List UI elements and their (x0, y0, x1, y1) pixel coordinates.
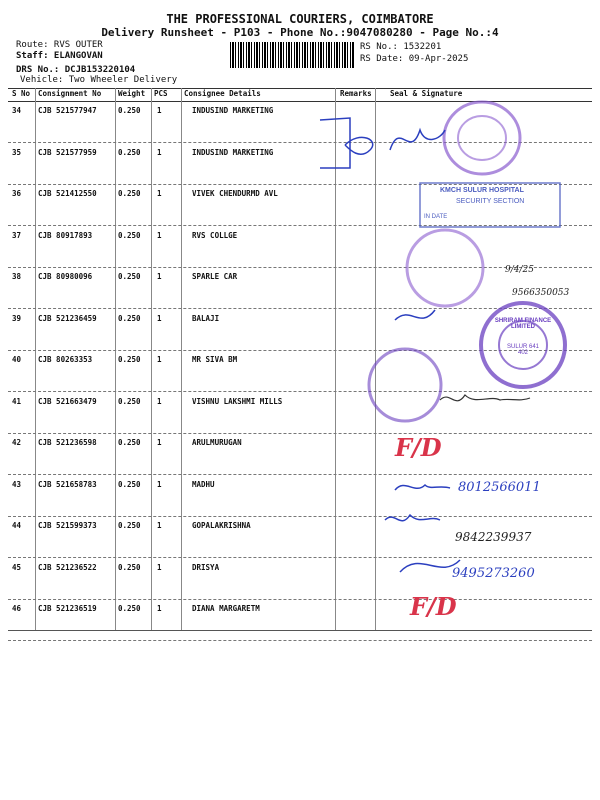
cell-pcs: 1 (157, 272, 162, 281)
table-bottom-rule (8, 630, 592, 631)
cell-weight: 0.250 (118, 562, 141, 572)
signature-35b (390, 130, 445, 150)
cell-consignee: INDUSIND MARKETING (192, 106, 274, 115)
cell-sno: 36 (12, 189, 22, 198)
cell-sno: 46 (12, 604, 22, 613)
cell-consignment: CJB 80263353 (38, 355, 93, 364)
date-38: 9/4/25 (505, 265, 534, 275)
cell-pcs: 1 (157, 562, 162, 572)
cell-pcs: 1 (157, 313, 162, 323)
cell-weight: 0.250 (118, 479, 141, 489)
cell-sno: 39 (12, 313, 22, 323)
cell-weight: 0.250 (118, 189, 141, 198)
cell-weight: 0.250 (118, 604, 141, 613)
cell-sno: 45 (12, 562, 22, 572)
phone-44: 9842239937 (455, 530, 532, 544)
cell-consignment: CJB 80917893 (38, 230, 93, 240)
cell-consignment: CJB 521599373 (38, 521, 97, 530)
cell-sno: 37 (12, 230, 22, 240)
kmch-stamp-line2: SECURITY SECTION (456, 198, 525, 205)
cell-consignment: CJB 80980096 (38, 272, 93, 281)
cell-pcs: 1 (157, 438, 162, 447)
cell-pcs: 1 (157, 479, 162, 489)
cell-weight: 0.250 (118, 396, 141, 406)
cell-weight: 0.250 (118, 313, 141, 323)
cell-sno: 40 (12, 355, 22, 364)
cell-consignment: CJB 521663479 (38, 396, 97, 406)
rs-number: RS No.: 1532201 (360, 42, 442, 52)
kmch-stamp-line1: KMCH SULUR HOSPITAL (440, 187, 524, 194)
col-consignee: Consignee Details (184, 89, 261, 98)
cell-pcs: 1 (157, 521, 162, 530)
col-remarks: Remarks (340, 89, 372, 98)
cell-weight: 0.250 (118, 230, 141, 240)
fd-mark-42: F/D (395, 433, 442, 462)
cell-consignee: RVS COLLGE (192, 230, 238, 240)
phone-45: 9495273260 (452, 566, 535, 581)
cell-consignee: MR SIVA BM (192, 355, 238, 364)
kmch-stamp-date: IN DATE (424, 214, 448, 220)
cell-consignee: DRISYA (192, 562, 220, 572)
cell-sno: 38 (12, 272, 22, 281)
cell-pcs: 1 (157, 396, 162, 406)
cell-weight: 0.250 (118, 147, 141, 157)
drs-text: DRS No.: DCJB153220104 (16, 65, 136, 75)
col-pcs: PCS (154, 89, 168, 98)
round-stamp (444, 102, 520, 174)
route-text: Route: RVS OUTER (16, 40, 103, 50)
phone-38: 9566350053 (512, 288, 570, 298)
cell-consignment: CJB 521236459 (38, 313, 97, 323)
rs-date: RS Date: 09-Apr-2025 (360, 54, 469, 64)
cell-consignee: MADHU (192, 479, 215, 489)
cell-consignee: BALAJI (192, 313, 220, 323)
col-weight: Weight (118, 89, 146, 98)
cell-consignee: SPARLE CAR (192, 272, 238, 281)
cell-consignee: DIANA MARGARETM (192, 604, 260, 613)
round-stamp-41 (369, 349, 441, 421)
cell-consignment: CJB 521236598 (38, 438, 97, 447)
shriram-stamp-text: SHRIRAM FINANCE LIMITED (494, 318, 552, 330)
cell-sno: 35 (12, 147, 22, 157)
signature-44 (385, 515, 440, 521)
fd-mark-46: F/D (410, 592, 457, 621)
cell-consignee: INDUSIND MARKETING (192, 147, 274, 157)
signature-43 (395, 485, 450, 490)
cell-weight: 0.250 (118, 521, 141, 530)
cell-consignment: CJB 521658783 (38, 479, 97, 489)
cell-consignee: VISHNU LAKSHMI MILLS (192, 396, 283, 406)
cell-sno: 42 (12, 438, 22, 447)
signature-45 (400, 560, 460, 572)
shriram-stamp-place: SULUR 641 402 (506, 344, 539, 356)
cell-consignment: CJB 521236522 (38, 562, 97, 572)
cell-sno: 41 (12, 396, 22, 406)
cell-pcs: 1 (157, 355, 162, 364)
cell-consignee: VIVEK CHENDURMD AVL (192, 189, 278, 198)
cell-sno: 34 (12, 106, 22, 115)
col-sno: S No (12, 89, 31, 98)
cell-weight: 0.250 (118, 106, 141, 115)
cell-pcs: 1 (157, 604, 162, 613)
col-consignment: Consignment No (38, 89, 102, 98)
company-title: THE PROFESSIONAL COURIERS, COIMBATORE (166, 12, 434, 26)
cell-pcs: 1 (157, 230, 162, 240)
round-stamp-inner (458, 116, 506, 160)
cell-pcs: 1 (157, 106, 162, 115)
cell-consignment: CJB 521577947 (38, 106, 97, 115)
cell-pcs: 1 (157, 189, 162, 198)
cell-consignment: CJB 521412550 (38, 189, 97, 198)
cell-sno: 44 (12, 521, 22, 530)
cell-weight: 0.250 (118, 355, 141, 364)
vehicle-text: Vehicle: Two Wheeler Delivery (20, 75, 178, 85)
col-seal: Seal & Signature (390, 89, 463, 98)
cell-weight: 0.250 (118, 272, 141, 281)
cell-consignment: CJB 521236519 (38, 604, 97, 613)
runsheet-subtitle: Delivery Runsheet - P103 - Phone No.:9047080280 - Page No.:4 (101, 26, 499, 39)
cell-weight: 0.250 (118, 438, 141, 447)
cell-pcs: 1 (157, 147, 162, 157)
signature-41 (440, 395, 530, 401)
signature-39 (395, 310, 435, 320)
phone-43: 8012566011 (458, 480, 541, 495)
cell-consignee: GOPALAKRISHNA (192, 521, 251, 530)
round-stamp-38 (407, 230, 483, 306)
signature-35 (320, 118, 373, 168)
cell-sno: 43 (12, 479, 22, 489)
cell-consignment: CJB 521577959 (38, 147, 97, 157)
cell-consignee: ARULMURUGAN (192, 438, 242, 447)
staff-text: Staff: ELANGOVAN (16, 51, 103, 61)
